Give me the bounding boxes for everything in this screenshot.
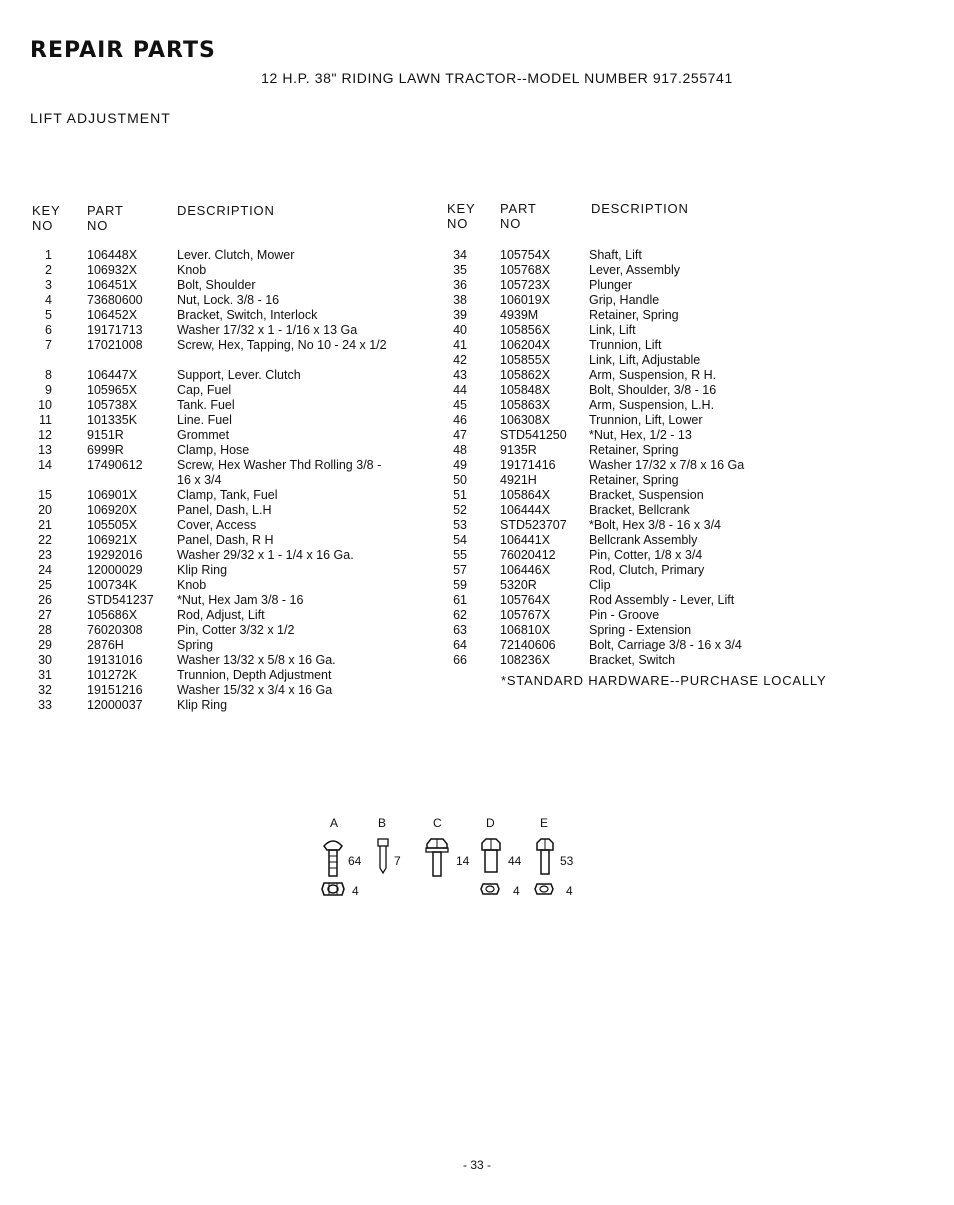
key-number: 51 xyxy=(453,488,467,502)
table-row xyxy=(447,353,867,368)
table-row xyxy=(447,323,867,338)
right-part-header xyxy=(500,201,537,231)
part-description: Bolt, Carriage 3/8 - 16 x 3/4 xyxy=(589,638,742,652)
part-number: 19171416 xyxy=(500,458,556,472)
part-description: Bolt, Shoulder, 3/8 - 16 xyxy=(589,383,717,397)
part-description: Panel, Dash, R H xyxy=(177,533,274,547)
key-number: 9 xyxy=(45,383,52,397)
table-row xyxy=(30,533,430,548)
key-number: 24 xyxy=(38,563,52,577)
table-row xyxy=(30,518,430,533)
hardware-key-7: 7 xyxy=(394,854,401,868)
table-row xyxy=(30,338,430,368)
part-number: 105856X xyxy=(500,323,551,337)
part-description: Nut, Lock. 3/8 - 16 xyxy=(177,293,280,307)
part-description: Pin - Groove xyxy=(589,608,660,622)
table-row xyxy=(30,623,430,638)
part-number: 5320R xyxy=(500,578,537,592)
key-number: 62 xyxy=(453,608,467,622)
table-row xyxy=(447,398,867,413)
part-number: 106441X xyxy=(500,533,551,547)
table-row xyxy=(447,518,867,533)
part-number: 106448X xyxy=(87,248,138,262)
hardware-nut-key-a: 4 xyxy=(352,884,359,898)
key-number: 13 xyxy=(38,443,52,457)
key-number: 27 xyxy=(38,608,52,622)
part-number: 106444X xyxy=(500,503,551,517)
key-number: 3 xyxy=(45,278,52,292)
key-number: 64 xyxy=(453,638,467,652)
key-number: 61 xyxy=(453,593,467,607)
table-row xyxy=(447,638,867,653)
part-number: 106932X xyxy=(87,263,138,277)
part-description: Trunnion, Depth Adjustment xyxy=(177,668,332,682)
part-number: 106901X xyxy=(87,488,138,502)
table-row xyxy=(447,293,867,308)
section-title: LIFT ADJUSTMENT xyxy=(30,110,171,126)
part-number: 72140606 xyxy=(500,638,556,652)
part-description: Rod Assembly - Lever, Lift xyxy=(589,593,735,607)
part-number: 105855X xyxy=(500,353,551,367)
key-number: 57 xyxy=(453,563,467,577)
part-description: Washer 17/32 x 7/8 x 16 Ga xyxy=(589,458,745,472)
table-row xyxy=(30,293,430,308)
table-row xyxy=(447,503,867,518)
part-description: Clamp, Hose xyxy=(177,443,250,457)
table-row xyxy=(30,548,430,563)
part-description: Washer 13/32 x 5/8 x 16 Ga. xyxy=(177,653,336,667)
part-description: Trunnion, Lift, Lower xyxy=(589,413,703,427)
part-number: 106452X xyxy=(87,308,138,322)
hardware-key-44: 44 xyxy=(508,854,522,868)
part-description: Retainer, Spring xyxy=(589,443,679,457)
part-number: 105505X xyxy=(87,518,138,532)
part-description: Klip Ring xyxy=(177,698,228,712)
table-row xyxy=(30,278,430,293)
part-description: Bolt, Shoulder xyxy=(177,278,256,292)
part-description: Bracket, Bellcrank xyxy=(589,503,690,517)
key-number: 30 xyxy=(38,653,52,667)
part-number: 105768X xyxy=(500,263,551,277)
part-number: 106447X xyxy=(87,368,138,382)
table-row xyxy=(447,368,867,383)
part-description: Spring xyxy=(177,638,214,652)
key-number: 29 xyxy=(38,638,52,652)
part-number: 101272K xyxy=(87,668,138,682)
table-row xyxy=(447,458,867,473)
table-row xyxy=(447,488,867,503)
part-header-line2: NO xyxy=(500,216,522,231)
key-number: 28 xyxy=(38,623,52,637)
table-row xyxy=(447,593,867,608)
part-number: 19292016 xyxy=(87,548,143,562)
part-description: Bracket, Switch xyxy=(589,653,676,667)
key-header-line1: KEY xyxy=(32,203,61,218)
table-row xyxy=(30,368,430,383)
part-description: Link, Lift, Adjustable xyxy=(589,353,701,367)
part-number: 106920X xyxy=(87,503,138,517)
tapping-screw-icon xyxy=(376,838,390,874)
hex-nut-icon xyxy=(480,882,500,896)
part-description: Screw, Hex Washer Thd Rolling 3/8 - 16 x 3/4 xyxy=(177,458,382,487)
part-description: Link, Lift xyxy=(589,323,636,337)
part-description: Washer 29/32 x 1 - 1/4 x 16 Ga. xyxy=(177,548,354,562)
part-number: 105864X xyxy=(500,488,551,502)
part-description: Retainer, Spring xyxy=(589,308,679,322)
hardware-letter-d: D xyxy=(486,816,495,830)
part-description: Clamp, Tank, Fuel xyxy=(177,488,278,502)
part-number: 4921H xyxy=(500,473,537,487)
left-part-header xyxy=(87,203,124,233)
part-number: 19131016 xyxy=(87,653,143,667)
part-number: 12000037 xyxy=(87,698,143,712)
part-number: STD541237 xyxy=(87,593,154,607)
key-number: 50 xyxy=(453,473,467,487)
table-row xyxy=(30,503,430,518)
key-number: 23 xyxy=(38,548,52,562)
table-row xyxy=(447,338,867,353)
table-row xyxy=(447,263,867,278)
key-number: 52 xyxy=(453,503,467,517)
part-number: 105754X xyxy=(500,248,551,262)
key-number: 38 xyxy=(453,293,467,307)
table-row xyxy=(447,578,867,593)
key-number: 49 xyxy=(453,458,467,472)
table-row xyxy=(447,428,867,443)
part-number: 106810X xyxy=(500,623,551,637)
part-description: Bellcrank Assembly xyxy=(589,533,698,547)
key-number: 21 xyxy=(38,518,52,532)
table-row xyxy=(447,413,867,428)
part-number: 100734K xyxy=(87,578,138,592)
part-description: Bracket, Switch, Interlock xyxy=(177,308,318,322)
key-header-line2: NO xyxy=(32,218,54,233)
table-row xyxy=(447,563,867,578)
part-description: Knob xyxy=(177,578,207,592)
parts-table-right xyxy=(447,248,867,668)
key-header-line2: NO xyxy=(447,216,469,231)
key-number: 35 xyxy=(453,263,467,277)
table-row xyxy=(30,443,430,458)
hardware-key-53: 53 xyxy=(560,854,574,868)
part-number: 105848X xyxy=(500,383,551,397)
table-row xyxy=(30,653,430,668)
lock-nut-icon xyxy=(321,880,345,898)
part-description: Plunger xyxy=(589,278,633,292)
part-number: 106019X xyxy=(500,293,551,307)
part-description: Grip, Handle xyxy=(589,293,660,307)
part-description: Support, Lever. Clutch xyxy=(177,368,301,382)
hardware-letter-c: C xyxy=(433,816,442,830)
table-row xyxy=(30,413,430,428)
part-description: Lever, Assembly xyxy=(589,263,681,277)
part-header-line1: PART xyxy=(87,203,124,218)
table-row xyxy=(30,668,430,683)
part-description: *Nut, Hex Jam 3/8 - 16 xyxy=(177,593,304,607)
part-description: Lever. Clutch, Mower xyxy=(177,248,295,262)
part-description: Washer 17/32 x 1 - 1/16 x 13 Ga xyxy=(177,323,358,337)
part-number: 76020308 xyxy=(87,623,143,637)
part-description: Screw, Hex, Tapping, No 10 - 24 x 1/2 xyxy=(177,338,387,352)
part-header-line2: NO xyxy=(87,218,109,233)
key-number: 36 xyxy=(453,278,467,292)
part-number: 106204X xyxy=(500,338,551,352)
key-number: 1 xyxy=(45,248,52,262)
part-description: Shaft, Lift xyxy=(589,248,642,262)
table-row xyxy=(30,488,430,503)
part-number: 73680600 xyxy=(87,293,143,307)
key-number: 14 xyxy=(38,458,52,472)
part-number: 105862X xyxy=(500,368,551,382)
part-number: STD541250 xyxy=(500,428,567,442)
table-row xyxy=(30,428,430,443)
table-row xyxy=(30,698,430,713)
key-number: 59 xyxy=(453,578,467,592)
carriage-bolt-icon xyxy=(322,838,344,878)
part-description: Clip xyxy=(589,578,611,592)
key-number: 11 xyxy=(39,413,52,427)
key-number: 55 xyxy=(453,548,467,562)
part-number: 106308X xyxy=(500,413,551,427)
part-description: Line. Fuel xyxy=(177,413,232,427)
part-number: 17021008 xyxy=(87,338,143,352)
hardware-nut-key-e: 4 xyxy=(566,884,573,898)
table-row xyxy=(30,608,430,623)
part-description: Retainer, Spring xyxy=(589,473,679,487)
hardware-letter-b: B xyxy=(378,816,387,830)
page-subtitle: 12 H.P. 38" RIDING LAWN TRACTOR--MODEL NUMBER 917.255741 xyxy=(261,70,733,86)
part-number: 2876H xyxy=(87,638,124,652)
part-number: 101335K xyxy=(87,413,138,427)
part-number: 4939M xyxy=(500,308,539,322)
key-number: 63 xyxy=(453,623,467,637)
part-description: Washer 15/32 x 3/4 x 16 Ga xyxy=(177,683,333,697)
table-row xyxy=(447,278,867,293)
key-number: 6 xyxy=(45,323,52,337)
right-key-header xyxy=(447,201,475,231)
key-number: 45 xyxy=(453,398,467,412)
key-header-line1: KEY xyxy=(447,201,476,216)
key-number: 8 xyxy=(45,368,52,382)
part-description: Arm, Suspension, L.H. xyxy=(589,398,715,412)
part-description: Rod, Clutch, Primary xyxy=(589,563,705,577)
key-number: 7 xyxy=(45,338,52,352)
shoulder-bolt-icon xyxy=(480,838,502,874)
part-number: 105723X xyxy=(500,278,551,292)
part-number: 105767X xyxy=(500,608,551,622)
table-row xyxy=(30,593,430,608)
table-row xyxy=(30,323,430,338)
table-row xyxy=(30,563,430,578)
part-number: 19151216 xyxy=(87,683,143,697)
hardware-letter-e: E xyxy=(540,816,549,830)
key-number: 15 xyxy=(38,488,52,502)
table-row xyxy=(447,653,867,668)
part-number: 17490612 xyxy=(87,458,143,472)
table-row xyxy=(30,578,430,593)
key-number: 48 xyxy=(453,443,467,457)
hardware-key-64: 64 xyxy=(348,854,362,868)
part-description: Spring - Extension xyxy=(589,623,692,637)
key-number: 25 xyxy=(38,578,52,592)
table-row xyxy=(447,443,867,458)
key-number: 4 xyxy=(45,293,52,307)
key-number: 47 xyxy=(453,428,467,442)
part-number: 105965X xyxy=(87,383,138,397)
key-number: 44 xyxy=(453,383,467,397)
key-number: 10 xyxy=(38,398,52,412)
key-number: 26 xyxy=(38,593,52,607)
key-number: 32 xyxy=(38,683,52,697)
key-number: 20 xyxy=(38,503,52,517)
hardware-letter-a: A xyxy=(330,816,339,830)
part-number: 105764X xyxy=(500,593,551,607)
part-description: Cap, Fuel xyxy=(177,383,232,397)
key-number: 5 xyxy=(45,308,52,322)
part-number: 106921X xyxy=(87,533,138,547)
part-description: Arm, Suspension, R H. xyxy=(589,368,717,382)
table-row xyxy=(30,383,430,398)
part-description: Klip Ring xyxy=(177,563,228,577)
part-number: 19171713 xyxy=(87,323,143,337)
key-number: 54 xyxy=(453,533,467,547)
table-row xyxy=(447,608,867,623)
key-number: 12 xyxy=(38,428,52,442)
table-row xyxy=(447,473,867,488)
part-description: Knob xyxy=(177,263,207,277)
part-number: 106446X xyxy=(500,563,551,577)
key-number: 2 xyxy=(45,263,52,277)
key-number: 42 xyxy=(453,353,467,367)
table-row xyxy=(30,263,430,278)
standard-hardware-note: *STANDARD HARDWARE--PURCHASE LOCALLY xyxy=(501,673,827,688)
part-description: Tank. Fuel xyxy=(177,398,235,412)
part-description: Pin, Cotter 3/32 x 1/2 xyxy=(177,623,295,637)
hardware-key-diagram xyxy=(310,812,610,902)
table-row xyxy=(30,683,430,698)
key-number: 39 xyxy=(453,308,467,322)
hex-bolt-icon xyxy=(535,838,555,876)
key-number: 34 xyxy=(453,248,467,262)
hardware-nut-key-d: 4 xyxy=(513,884,520,898)
right-description-header: DESCRIPTION xyxy=(591,201,689,216)
key-number: 33 xyxy=(38,698,52,712)
part-description: *Bolt, Hex 3/8 - 16 x 3/4 xyxy=(589,518,722,532)
hex-washer-screw-icon xyxy=(425,838,449,878)
hex-nut-icon xyxy=(534,882,554,896)
table-row xyxy=(447,623,867,638)
key-number: 43 xyxy=(453,368,467,382)
table-row xyxy=(447,248,867,263)
left-description-header: DESCRIPTION xyxy=(177,203,275,218)
part-number: 9135R xyxy=(500,443,537,457)
table-row xyxy=(447,383,867,398)
part-header-line1: PART xyxy=(500,201,537,216)
key-number: 46 xyxy=(453,413,467,427)
part-number: 106451X xyxy=(87,278,138,292)
part-description: Grommet xyxy=(177,428,230,442)
part-number: STD523707 xyxy=(500,518,567,532)
key-number: 66 xyxy=(453,653,467,667)
left-key-header xyxy=(32,203,60,233)
part-description: Pin, Cotter, 1/8 x 3/4 xyxy=(589,548,703,562)
key-number: 41 xyxy=(453,338,467,352)
part-number: 76020412 xyxy=(500,548,556,562)
table-row xyxy=(30,638,430,653)
table-row xyxy=(447,548,867,563)
part-number: 105686X xyxy=(87,608,138,622)
key-number: 40 xyxy=(453,323,467,337)
part-description: Rod, Adjust, Lift xyxy=(177,608,265,622)
key-number: 53 xyxy=(453,518,467,532)
key-number: 31 xyxy=(38,668,52,682)
part-description: *Nut, Hex, 1/2 - 13 xyxy=(589,428,692,442)
part-description: Bracket, Suspension xyxy=(589,488,704,502)
table-row xyxy=(30,308,430,323)
hardware-key-14: 14 xyxy=(456,854,470,868)
part-number: 105738X xyxy=(87,398,138,412)
banner-title: REPAIR PARTS xyxy=(30,38,216,63)
table-row xyxy=(30,398,430,413)
page-number: - 33 - xyxy=(462,1158,491,1172)
table-row xyxy=(30,248,430,263)
key-number: 22 xyxy=(38,533,52,547)
part-number: 108236X xyxy=(500,653,551,667)
table-row xyxy=(447,308,867,323)
part-description: Panel, Dash, L.H xyxy=(177,503,272,517)
part-description: Trunnion, Lift xyxy=(589,338,662,352)
table-row xyxy=(30,458,430,488)
table-row xyxy=(447,533,867,548)
part-number: 9151R xyxy=(87,428,124,442)
part-description: Cover, Access xyxy=(177,518,257,532)
part-number: 12000029 xyxy=(87,563,143,577)
part-number: 6999R xyxy=(87,443,124,457)
part-number: 105863X xyxy=(500,398,551,412)
parts-table-left xyxy=(30,248,430,713)
